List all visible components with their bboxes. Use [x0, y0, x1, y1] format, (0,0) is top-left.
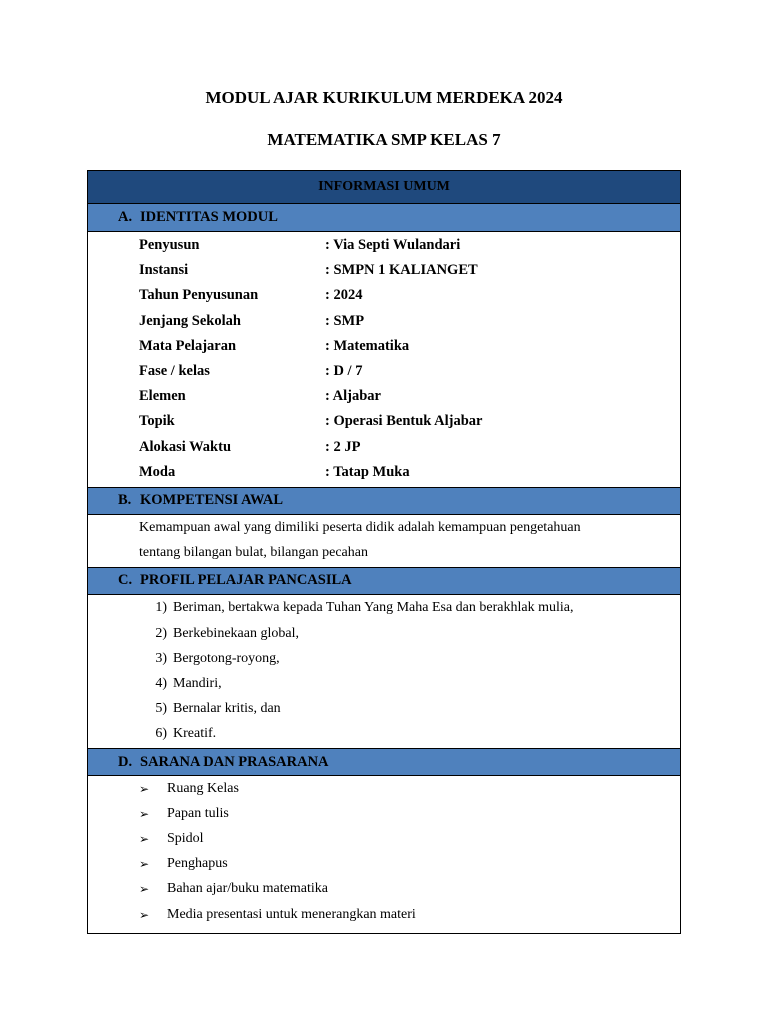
identitas-value: : D / 7 — [325, 363, 363, 380]
list-item — [139, 826, 680, 851]
identitas-block — [88, 232, 680, 487]
arrow-bullet-icon: ➢ — [139, 882, 150, 897]
identitas-row — [139, 359, 680, 384]
list-item — [139, 596, 680, 621]
section-sarana-header — [88, 748, 680, 776]
identitas-row — [139, 460, 680, 485]
list-text: Penghapus — [167, 856, 228, 872]
section-identitas-header — [88, 204, 680, 232]
list-number: 6) — [155, 726, 167, 742]
section-letter: A. — [118, 209, 133, 225]
list-text: Bernalar kritis, dan — [173, 701, 281, 717]
identitas-value: : 2024 — [325, 287, 363, 304]
identitas-value: : Matematika — [325, 337, 410, 354]
identitas-key: Tahun Penyusunan — [139, 287, 259, 304]
document-subtitle: MATEMATIKA SMP KELAS 7 — [267, 130, 501, 149]
kompetensi-block — [88, 515, 680, 567]
identitas-row — [139, 283, 680, 308]
list-number: 5) — [155, 701, 167, 717]
identitas-key: Instansi — [139, 262, 189, 279]
list-item — [139, 877, 680, 902]
section-letter: D. — [118, 753, 133, 770]
identitas-value: : 2 JP — [325, 438, 361, 455]
identitas-value: : SMP — [325, 312, 365, 329]
list-number: 2) — [155, 625, 167, 641]
identitas-row — [139, 409, 680, 434]
list-item — [139, 801, 680, 826]
list-item — [139, 671, 680, 696]
identitas-value: : Tatap Muka — [325, 463, 410, 480]
list-item — [139, 722, 680, 747]
section-profil-header — [88, 567, 680, 595]
list-text: Mandiri, — [173, 676, 222, 692]
identitas-key: Alokasi Waktu — [139, 438, 232, 455]
list-text: Papan tulis — [167, 805, 229, 821]
list-number: 1) — [155, 600, 167, 616]
list-item — [139, 621, 680, 646]
identitas-key: Moda — [139, 463, 176, 480]
identitas-value: : Operasi Bentuk Aljabar — [325, 413, 483, 430]
identitas-key: Topik — [139, 413, 175, 430]
section-kompetensi-header — [88, 487, 680, 515]
identitas-row — [139, 334, 680, 359]
list-item — [139, 852, 680, 877]
identitas-key: Mata Pelajaran — [139, 337, 237, 354]
list-text: Spidol — [167, 830, 204, 846]
list-number: 4) — [155, 676, 167, 692]
document-title: MODUL AJAR KURIKULUM MERDEKA 2024 — [205, 88, 563, 107]
list-text: Kreatif. — [173, 726, 217, 742]
arrow-bullet-icon: ➢ — [139, 857, 150, 872]
identitas-value: : Aljabar — [325, 388, 381, 405]
section-letter: C. — [118, 572, 133, 589]
arrow-bullet-icon: ➢ — [139, 831, 150, 846]
identitas-row — [139, 384, 680, 409]
list-text: Berkebinekaan global, — [173, 625, 299, 641]
arrow-bullet-icon: ➢ — [139, 806, 150, 821]
list-text: Bergotong-royong, — [173, 650, 280, 666]
identitas-key: Fase / kelas — [139, 363, 210, 380]
section-title: SARANA DAN PRASARANA — [140, 753, 329, 770]
identitas-key: Elemen — [139, 388, 186, 405]
identitas-row — [139, 309, 680, 334]
identitas-key: Penyusun — [139, 237, 200, 254]
section-title: PROFIL PELAJAR PANCASILA — [140, 572, 352, 589]
section-letter: B. — [118, 492, 132, 509]
identitas-row — [139, 258, 680, 283]
arrow-bullet-icon: ➢ — [139, 781, 150, 796]
list-item — [139, 776, 680, 801]
table-header: INFORMASI UMUM — [88, 171, 680, 204]
section-title: IDENTITAS MODUL — [140, 209, 278, 225]
list-text: Ruang Kelas — [167, 780, 239, 796]
kompetensi-line: tentang bilangan bulat, bilangan pecahan — [139, 545, 368, 561]
identitas-row — [139, 435, 680, 460]
list-item — [139, 646, 680, 671]
profil-list — [88, 595, 680, 748]
list-text: Bahan ajar/buku matematika — [167, 881, 328, 897]
arrow-bullet-icon: ➢ — [139, 907, 150, 922]
identitas-row — [139, 233, 680, 258]
list-number: 3) — [155, 650, 167, 666]
identitas-key: Jenjang Sekolah — [139, 312, 241, 329]
info-table — [87, 170, 681, 934]
list-item — [139, 697, 680, 722]
list-text: Beriman, bertakwa kepada Tuhan Yang Maha Esa dan berakhlak mulia, — [173, 600, 574, 616]
section-title: KOMPETENSI AWAL — [140, 492, 284, 509]
kompetensi-line: Kemampuan awal yang dimiliki peserta didik adalah kemampuan pengetahuan — [139, 519, 581, 535]
list-item — [139, 902, 680, 927]
list-text: Media presentasi untuk menerangkan materi — [167, 906, 416, 922]
identitas-value: : SMPN 1 KALIANGET — [325, 262, 478, 279]
sarana-list — [88, 776, 680, 933]
identitas-value: : Via Septi Wulandari — [325, 237, 461, 254]
